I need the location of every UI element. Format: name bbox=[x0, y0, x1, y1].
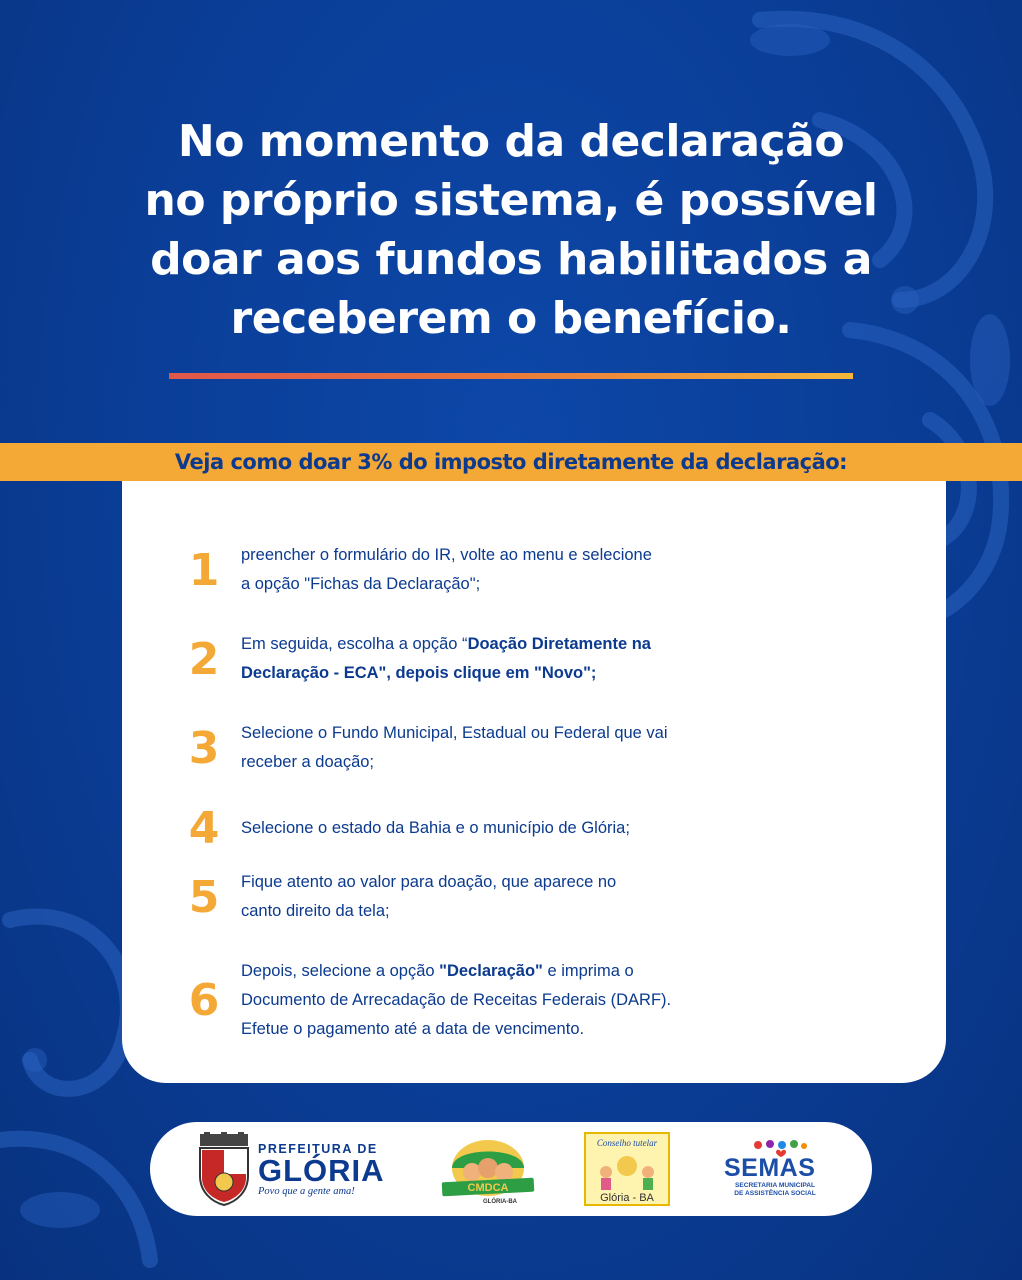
cmdca-logo bbox=[436, 1134, 540, 1206]
prefeitura-label: PREFEITURA DE bbox=[258, 1142, 378, 1156]
headline-line-4: receberem o benefício. bbox=[230, 293, 792, 344]
step-text: Selecione o Fundo Municipal, Estadual ou Federal que vai receber a doação; bbox=[241, 724, 668, 771]
step-3 bbox=[182, 719, 802, 777]
conselho-place: Glória - BA bbox=[600, 1192, 654, 1204]
banner-text: Veja como doar 3% do imposto diretamente da declaração: bbox=[174, 450, 848, 474]
step-text: Fique atento ao valor para doação, que aparece no canto direito da tela; bbox=[241, 873, 617, 920]
city-coat-of-arms-icon bbox=[196, 1132, 252, 1206]
step-1 bbox=[182, 541, 802, 599]
step-4 bbox=[182, 803, 802, 854]
step-number: 4 bbox=[188, 803, 220, 854]
partner-logos-bar bbox=[150, 1122, 872, 1216]
step-text: preencher o formulário do IR, volte ao menu e selecione a opção "Fichas da Declaração"; bbox=[241, 546, 652, 593]
instructions-banner bbox=[0, 443, 1022, 481]
semas-name: SEMAS bbox=[724, 1154, 816, 1182]
step-number: 5 bbox=[188, 871, 220, 923]
step-text: Selecione o estado da Bahia e o município de Glória; bbox=[241, 819, 630, 837]
step-6 bbox=[182, 957, 802, 1044]
step-number: 1 bbox=[188, 544, 220, 596]
step-text: Depois, selecione a opção "Declaração" e imprima o Documento de Arrecadação de Receitas Federais (DARF). Efetue o pagamento até a data de vencimento. bbox=[241, 962, 672, 1038]
prefeitura-slogan: Povo que a gente ama! bbox=[258, 1186, 355, 1197]
step-5 bbox=[182, 868, 802, 926]
steps-card bbox=[122, 481, 946, 1083]
prefeitura-name: GLÓRIA bbox=[258, 1153, 385, 1188]
headline-line-2: no próprio sistema, é possível bbox=[144, 175, 878, 226]
headline bbox=[60, 112, 962, 348]
semas-subtitle: SECRETARIA MUNICIPAL DE ASSISTÊNCIA SOCIAL bbox=[734, 1182, 816, 1197]
cmdca-sub: GLÓRIA-BA bbox=[483, 1199, 517, 1205]
step-number: 6 bbox=[188, 975, 220, 1026]
step-number: 3 bbox=[188, 722, 220, 774]
conselho-tutelar-logo bbox=[584, 1132, 670, 1206]
step-number: 2 bbox=[188, 633, 220, 685]
cmdca-name: CMDCA bbox=[467, 1182, 509, 1194]
headline-line-3: doar aos fundos habilitados a bbox=[150, 234, 872, 285]
headline-divider bbox=[169, 373, 853, 379]
conselho-arc-text: Conselho tutelar bbox=[596, 1138, 658, 1148]
step-text: Em seguida, escolha a opção “Doação Diretamente na Declaração - ECA", depois clique em "Novo"; bbox=[241, 635, 651, 682]
step-2 bbox=[182, 630, 802, 688]
headline-line-1: No momento da declaração bbox=[177, 116, 845, 167]
